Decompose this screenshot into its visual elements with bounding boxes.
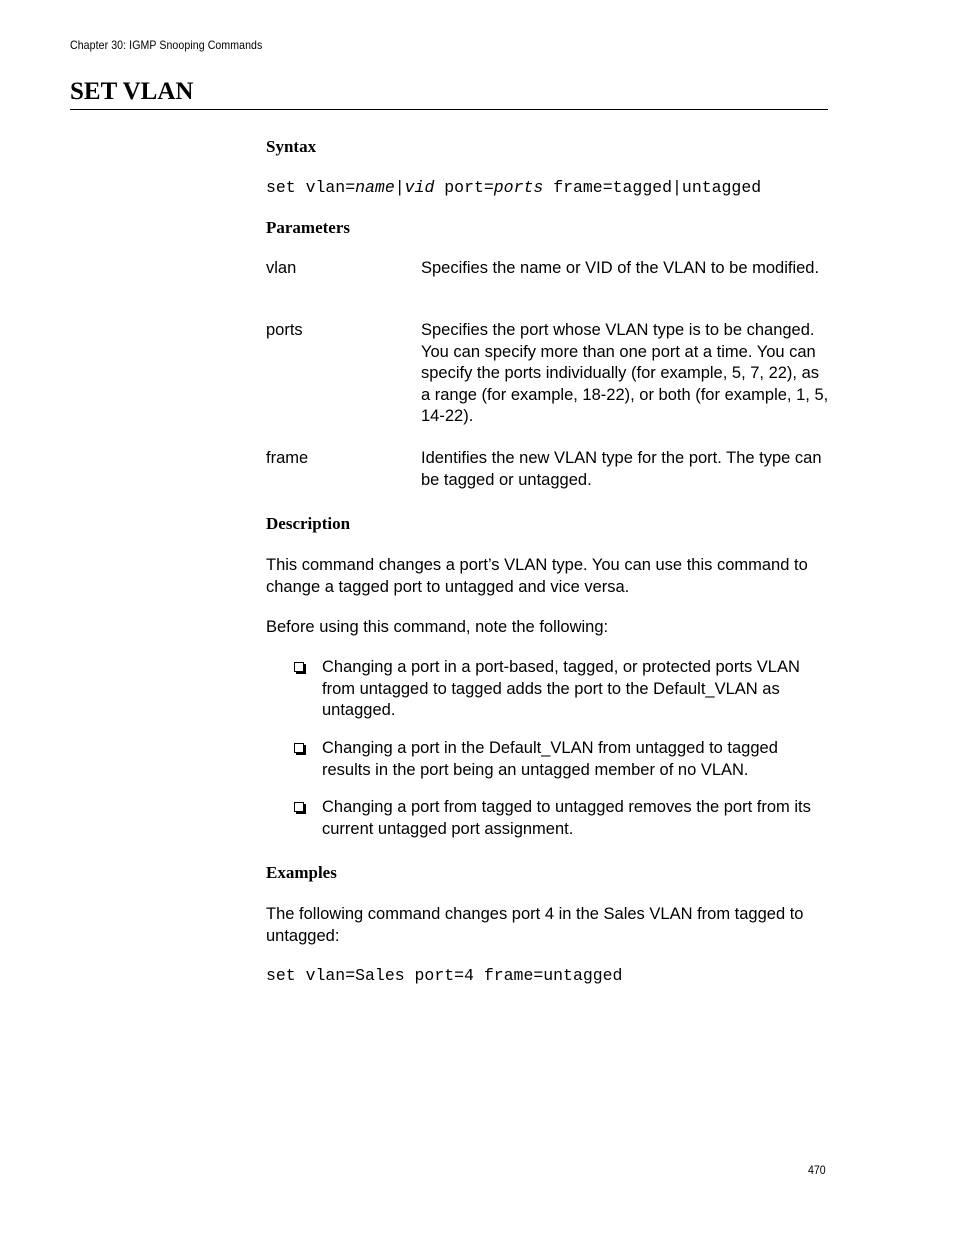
page-number: 470 [808, 1163, 826, 1177]
checkbox-bullet-icon [294, 662, 304, 672]
list-item-text: Changing a port in the Default_VLAN from untagged to tagged results in the port being an untagged member of no VLAN. [322, 739, 778, 779]
parameter-description: Specifies the port whose VLAN type is to be changed. You can specify more than one port at a time. You can specify the ports individually (for example, 5, 7, 22), as a range (for example, 18-22), or both (for example, 1, 5, 14-22). [421, 321, 829, 425]
syntax-command [266, 177, 761, 199]
syntax-arg-ports: ports [493, 178, 544, 197]
parameter-name: frame [266, 449, 309, 467]
description-heading: Description [266, 514, 351, 533]
syntax-cmd-part2: port= [434, 178, 494, 197]
page-title: SET VLAN [70, 78, 194, 105]
running-head: Chapter 30: IGMP Snooping Commands [70, 38, 263, 52]
example-command: set vlan=Sales port=4 frame=untagged [266, 966, 623, 985]
parameter-description: Specifies the name or VID of the VLAN to be modified. [421, 259, 820, 277]
checkbox-bullet-icon [294, 802, 304, 812]
parameters-heading: Parameters [266, 218, 351, 237]
parameter-description: Identifies the new VLAN type for the port. The type can be tagged or untagged. [421, 449, 822, 489]
examples-paragraph: The following command changes port 4 in the Sales VLAN from tagged to untagged: [266, 905, 804, 945]
examples-heading: Examples [266, 863, 337, 882]
parameter-name: ports [266, 321, 303, 339]
parameter-name: vlan [266, 259, 297, 277]
description-note-intro: Before using this command, note the following: [266, 618, 609, 636]
checkbox-bullet-icon [294, 743, 304, 753]
list-item-text: Changing a port from tagged to untagged removes the port from its current untagged port assignment. [322, 798, 811, 838]
title-rule [70, 109, 828, 110]
syntax-arg-name: name [355, 178, 395, 197]
description-paragraph: This command changes a port’s VLAN type. You can use this command to change a tagged port to untagged and vice versa. [266, 556, 808, 596]
syntax-cmd-part1: set vlan= [266, 178, 356, 197]
syntax-arg-vid: vid [404, 178, 435, 197]
list-item-text: Changing a port in a port-based, tagged, or protected ports VLAN from untagged to tagged adds the port to the Default_VLAN as untagged. [322, 658, 800, 719]
syntax-cmd-part3: frame=tagged|untagged [543, 178, 762, 197]
syntax-pipe: | [394, 178, 405, 197]
syntax-heading: Syntax [266, 137, 317, 156]
